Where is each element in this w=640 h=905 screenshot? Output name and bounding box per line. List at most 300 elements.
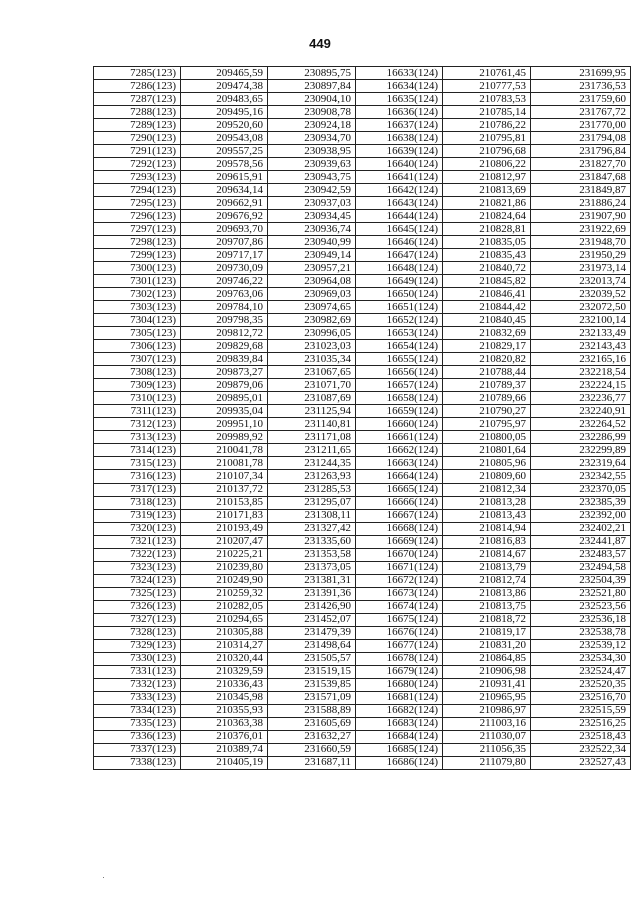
y-coord-2-cell: 232133,49 xyxy=(531,327,631,340)
point-id-1-cell: 7325(123) xyxy=(94,587,181,600)
table-row xyxy=(94,223,631,236)
point-id-2-cell: 16634(124) xyxy=(356,80,443,93)
x-coord-2-cell: 210796,68 xyxy=(443,145,531,158)
point-id-1-cell: 7324(123) xyxy=(94,574,181,587)
table-row xyxy=(94,652,631,665)
point-id-1-cell: 7300(123) xyxy=(94,262,181,275)
table-row xyxy=(94,392,631,405)
table-row xyxy=(94,535,631,548)
y-coord-1-cell: 231140,81 xyxy=(268,418,356,431)
y-coord-1-cell: 230949,14 xyxy=(268,249,356,262)
y-coord-1-cell: 231687,11 xyxy=(268,756,356,769)
point-id-2-cell: 16663(124) xyxy=(356,457,443,470)
point-id-2-cell: 16685(124) xyxy=(356,743,443,756)
y-coord-2-cell: 231948,70 xyxy=(531,236,631,249)
x-coord-2-cell: 210821,86 xyxy=(443,197,531,210)
x-coord-2-cell: 210845,82 xyxy=(443,275,531,288)
x-coord-1-cell: 209798,35 xyxy=(181,314,268,327)
x-coord-2-cell: 210816,83 xyxy=(443,535,531,548)
point-id-1-cell: 7327(123) xyxy=(94,613,181,626)
y-coord-1-cell: 231381,31 xyxy=(268,574,356,587)
point-id-1-cell: 7308(123) xyxy=(94,366,181,379)
x-coord-2-cell: 210777,53 xyxy=(443,80,531,93)
x-coord-1-cell: 210137,72 xyxy=(181,483,268,496)
point-id-1-cell: 7295(123) xyxy=(94,197,181,210)
y-coord-2-cell: 231796,84 xyxy=(531,145,631,158)
table-row xyxy=(94,275,631,288)
table-row xyxy=(94,379,631,392)
y-coord-1-cell: 231571,09 xyxy=(268,691,356,704)
y-coord-1-cell: 231605,69 xyxy=(268,717,356,730)
point-id-1-cell: 7338(123) xyxy=(94,756,181,769)
x-coord-2-cell: 210789,37 xyxy=(443,379,531,392)
y-coord-2-cell: 232539,12 xyxy=(531,639,631,652)
y-coord-2-cell: 232522,34 xyxy=(531,743,631,756)
y-coord-2-cell: 232534,30 xyxy=(531,652,631,665)
y-coord-1-cell: 230924,18 xyxy=(268,119,356,132)
x-coord-2-cell: 210818,72 xyxy=(443,613,531,626)
y-coord-2-cell: 232515,59 xyxy=(531,704,631,717)
y-coord-2-cell: 232039,52 xyxy=(531,288,631,301)
x-coord-1-cell: 209634,14 xyxy=(181,184,268,197)
x-coord-2-cell: 210789,66 xyxy=(443,392,531,405)
x-coord-2-cell: 210835,43 xyxy=(443,249,531,262)
point-id-1-cell: 7331(123) xyxy=(94,665,181,678)
x-coord-1-cell: 210405,19 xyxy=(181,756,268,769)
table-row xyxy=(94,470,631,483)
y-coord-2-cell: 232299,89 xyxy=(531,444,631,457)
point-id-2-cell: 16654(124) xyxy=(356,340,443,353)
y-coord-1-cell: 230957,21 xyxy=(268,262,356,275)
y-coord-1-cell: 230943,75 xyxy=(268,171,356,184)
y-coord-2-cell: 232402,21 xyxy=(531,522,631,535)
x-coord-1-cell: 210225,21 xyxy=(181,548,268,561)
table-row xyxy=(94,574,631,587)
table-row xyxy=(94,301,631,314)
point-id-2-cell: 16684(124) xyxy=(356,730,443,743)
y-coord-2-cell: 231767,72 xyxy=(531,106,631,119)
y-coord-1-cell: 231632,27 xyxy=(268,730,356,743)
point-id-1-cell: 7314(123) xyxy=(94,444,181,457)
coordinates-table-body xyxy=(94,67,631,770)
y-coord-1-cell: 231426,90 xyxy=(268,600,356,613)
y-coord-1-cell: 231391,36 xyxy=(268,587,356,600)
point-id-2-cell: 16686(124) xyxy=(356,756,443,769)
point-id-2-cell: 16652(124) xyxy=(356,314,443,327)
x-coord-1-cell: 210355,93 xyxy=(181,704,268,717)
table-row xyxy=(94,158,631,171)
y-coord-2-cell: 232319,64 xyxy=(531,457,631,470)
x-coord-1-cell: 210081,78 xyxy=(181,457,268,470)
table-row xyxy=(94,210,631,223)
x-coord-1-cell: 210314,27 xyxy=(181,639,268,652)
table-row xyxy=(94,197,631,210)
y-coord-2-cell: 232236,77 xyxy=(531,392,631,405)
y-coord-2-cell: 232494,58 xyxy=(531,561,631,574)
x-coord-2-cell: 210844,42 xyxy=(443,301,531,314)
x-coord-1-cell: 209578,56 xyxy=(181,158,268,171)
point-id-2-cell: 16639(124) xyxy=(356,145,443,158)
table-row xyxy=(94,132,631,145)
y-coord-2-cell: 232516,25 xyxy=(531,717,631,730)
point-id-2-cell: 16670(124) xyxy=(356,548,443,561)
point-id-2-cell: 16653(124) xyxy=(356,327,443,340)
x-coord-1-cell: 210294,65 xyxy=(181,613,268,626)
y-coord-1-cell: 231211,65 xyxy=(268,444,356,457)
point-id-2-cell: 16642(124) xyxy=(356,184,443,197)
table-row xyxy=(94,665,631,678)
point-id-2-cell: 16677(124) xyxy=(356,639,443,652)
y-coord-2-cell: 231759,60 xyxy=(531,93,631,106)
point-id-1-cell: 7316(123) xyxy=(94,470,181,483)
x-coord-2-cell: 210790,27 xyxy=(443,405,531,418)
x-coord-1-cell: 210259,32 xyxy=(181,587,268,600)
point-id-1-cell: 7297(123) xyxy=(94,223,181,236)
y-coord-2-cell: 232441,87 xyxy=(531,535,631,548)
y-coord-2-cell: 232518,43 xyxy=(531,730,631,743)
table-row xyxy=(94,743,631,756)
y-coord-1-cell: 230969,03 xyxy=(268,288,356,301)
point-id-2-cell: 16669(124) xyxy=(356,535,443,548)
table-row xyxy=(94,613,631,626)
table-row xyxy=(94,457,631,470)
x-coord-2-cell: 210788,44 xyxy=(443,366,531,379)
point-id-1-cell: 7289(123) xyxy=(94,119,181,132)
point-id-2-cell: 16648(124) xyxy=(356,262,443,275)
table-row xyxy=(94,171,631,184)
x-coord-1-cell: 210329,59 xyxy=(181,665,268,678)
x-coord-2-cell: 210805,96 xyxy=(443,457,531,470)
y-coord-1-cell: 230964,08 xyxy=(268,275,356,288)
x-coord-1-cell: 210193,49 xyxy=(181,522,268,535)
point-id-1-cell: 7323(123) xyxy=(94,561,181,574)
y-coord-1-cell: 230904,10 xyxy=(268,93,356,106)
y-coord-2-cell: 232516,70 xyxy=(531,691,631,704)
x-coord-2-cell: 210840,72 xyxy=(443,262,531,275)
y-coord-1-cell: 231335,60 xyxy=(268,535,356,548)
y-coord-2-cell: 231847,68 xyxy=(531,171,631,184)
x-coord-2-cell: 210813,75 xyxy=(443,600,531,613)
x-coord-2-cell: 211030,07 xyxy=(443,730,531,743)
y-coord-2-cell: 232370,05 xyxy=(531,483,631,496)
table-row xyxy=(94,353,631,366)
x-coord-2-cell: 211003,16 xyxy=(443,717,531,730)
y-coord-2-cell: 232520,35 xyxy=(531,678,631,691)
point-id-2-cell: 16664(124) xyxy=(356,470,443,483)
point-id-1-cell: 7321(123) xyxy=(94,535,181,548)
x-coord-2-cell: 210864,85 xyxy=(443,652,531,665)
point-id-2-cell: 16679(124) xyxy=(356,665,443,678)
x-coord-1-cell: 209763,06 xyxy=(181,288,268,301)
y-coord-2-cell: 231973,14 xyxy=(531,262,631,275)
table-row xyxy=(94,80,631,93)
point-id-2-cell: 16656(124) xyxy=(356,366,443,379)
y-coord-2-cell: 232013,74 xyxy=(531,275,631,288)
point-id-2-cell: 16638(124) xyxy=(356,132,443,145)
point-id-2-cell: 16660(124) xyxy=(356,418,443,431)
y-coord-1-cell: 231295,07 xyxy=(268,496,356,509)
table-row xyxy=(94,119,631,132)
table-row xyxy=(94,340,631,353)
y-coord-1-cell: 230895,75 xyxy=(268,67,356,80)
table-row xyxy=(94,288,631,301)
y-coord-1-cell: 231479,39 xyxy=(268,626,356,639)
point-id-2-cell: 16649(124) xyxy=(356,275,443,288)
point-id-1-cell: 7322(123) xyxy=(94,548,181,561)
table-row xyxy=(94,717,631,730)
y-coord-2-cell: 231770,00 xyxy=(531,119,631,132)
point-id-2-cell: 16661(124) xyxy=(356,431,443,444)
x-coord-1-cell: 209951,10 xyxy=(181,418,268,431)
x-coord-1-cell: 209693,70 xyxy=(181,223,268,236)
y-coord-2-cell: 232143,43 xyxy=(531,340,631,353)
point-id-1-cell: 7303(123) xyxy=(94,301,181,314)
y-coord-2-cell: 232392,00 xyxy=(531,509,631,522)
x-coord-1-cell: 209717,17 xyxy=(181,249,268,262)
x-coord-2-cell: 210800,05 xyxy=(443,431,531,444)
x-coord-1-cell: 209873,27 xyxy=(181,366,268,379)
y-coord-2-cell: 232521,80 xyxy=(531,587,631,600)
y-coord-1-cell: 230897,84 xyxy=(268,80,356,93)
y-coord-1-cell: 230996,05 xyxy=(268,327,356,340)
y-coord-1-cell: 231519,15 xyxy=(268,665,356,678)
x-coord-2-cell: 210785,14 xyxy=(443,106,531,119)
point-id-2-cell: 16682(124) xyxy=(356,704,443,717)
y-coord-2-cell: 232286,99 xyxy=(531,431,631,444)
x-coord-2-cell: 210829,17 xyxy=(443,340,531,353)
x-coord-2-cell: 210824,64 xyxy=(443,210,531,223)
point-id-1-cell: 7296(123) xyxy=(94,210,181,223)
x-coord-2-cell: 210813,43 xyxy=(443,509,531,522)
y-coord-1-cell: 231087,69 xyxy=(268,392,356,405)
x-coord-1-cell: 210376,01 xyxy=(181,730,268,743)
point-id-1-cell: 7287(123) xyxy=(94,93,181,106)
point-id-2-cell: 16671(124) xyxy=(356,561,443,574)
y-coord-1-cell: 231539,85 xyxy=(268,678,356,691)
table-row xyxy=(94,522,631,535)
y-coord-1-cell: 230942,59 xyxy=(268,184,356,197)
x-coord-2-cell: 210812,74 xyxy=(443,574,531,587)
point-id-2-cell: 16643(124) xyxy=(356,197,443,210)
point-id-2-cell: 16665(124) xyxy=(356,483,443,496)
y-coord-2-cell: 231736,53 xyxy=(531,80,631,93)
point-id-2-cell: 16659(124) xyxy=(356,405,443,418)
x-coord-1-cell: 209557,25 xyxy=(181,145,268,158)
point-id-1-cell: 7286(123) xyxy=(94,80,181,93)
point-id-1-cell: 7337(123) xyxy=(94,743,181,756)
x-coord-1-cell: 210320,44 xyxy=(181,652,268,665)
y-coord-2-cell: 232385,39 xyxy=(531,496,631,509)
y-coord-1-cell: 230939,63 xyxy=(268,158,356,171)
x-coord-2-cell: 210814,67 xyxy=(443,548,531,561)
point-id-1-cell: 7299(123) xyxy=(94,249,181,262)
y-coord-1-cell: 231498,64 xyxy=(268,639,356,652)
point-id-2-cell: 16678(124) xyxy=(356,652,443,665)
point-id-1-cell: 7309(123) xyxy=(94,379,181,392)
y-coord-2-cell: 232538,78 xyxy=(531,626,631,639)
y-coord-1-cell: 230937,03 xyxy=(268,197,356,210)
table-row xyxy=(94,600,631,613)
point-id-1-cell: 7292(123) xyxy=(94,158,181,171)
x-coord-2-cell: 210986,97 xyxy=(443,704,531,717)
x-coord-2-cell: 210813,28 xyxy=(443,496,531,509)
x-coord-1-cell: 209812,72 xyxy=(181,327,268,340)
point-id-1-cell: 7285(123) xyxy=(94,67,181,80)
point-id-2-cell: 16674(124) xyxy=(356,600,443,613)
page-number: 449 xyxy=(309,36,331,51)
x-coord-1-cell: 210345,98 xyxy=(181,691,268,704)
point-id-2-cell: 16668(124) xyxy=(356,522,443,535)
y-coord-1-cell: 231660,59 xyxy=(268,743,356,756)
x-coord-1-cell: 209495,16 xyxy=(181,106,268,119)
x-coord-2-cell: 210783,53 xyxy=(443,93,531,106)
x-coord-1-cell: 209746,22 xyxy=(181,275,268,288)
x-coord-2-cell: 210813,86 xyxy=(443,587,531,600)
y-coord-1-cell: 230936,74 xyxy=(268,223,356,236)
y-coord-1-cell: 230982,69 xyxy=(268,314,356,327)
x-coord-1-cell: 210389,74 xyxy=(181,743,268,756)
y-coord-2-cell: 232072,50 xyxy=(531,301,631,314)
x-coord-1-cell: 209935,04 xyxy=(181,405,268,418)
x-coord-2-cell: 210761,45 xyxy=(443,67,531,80)
x-coord-2-cell: 210786,22 xyxy=(443,119,531,132)
coordinates-table xyxy=(93,66,631,770)
y-coord-2-cell: 232527,43 xyxy=(531,756,631,769)
table-row xyxy=(94,444,631,457)
y-coord-2-cell: 231827,70 xyxy=(531,158,631,171)
point-id-1-cell: 7293(123) xyxy=(94,171,181,184)
x-coord-1-cell: 209784,10 xyxy=(181,301,268,314)
x-coord-2-cell: 210812,34 xyxy=(443,483,531,496)
table-row xyxy=(94,106,631,119)
point-id-1-cell: 7328(123) xyxy=(94,626,181,639)
table-row xyxy=(94,249,631,262)
point-id-1-cell: 7305(123) xyxy=(94,327,181,340)
y-coord-2-cell: 232504,39 xyxy=(531,574,631,587)
point-id-2-cell: 16657(124) xyxy=(356,379,443,392)
table-row xyxy=(94,626,631,639)
x-coord-1-cell: 210305,88 xyxy=(181,626,268,639)
y-coord-1-cell: 231353,58 xyxy=(268,548,356,561)
point-id-1-cell: 7313(123) xyxy=(94,431,181,444)
x-coord-1-cell: 209474,38 xyxy=(181,80,268,93)
point-id-1-cell: 7290(123) xyxy=(94,132,181,145)
point-id-1-cell: 7334(123) xyxy=(94,704,181,717)
y-coord-2-cell: 232224,15 xyxy=(531,379,631,392)
table-row xyxy=(94,483,631,496)
x-coord-2-cell: 210965,95 xyxy=(443,691,531,704)
x-coord-1-cell: 209520,60 xyxy=(181,119,268,132)
point-id-1-cell: 7315(123) xyxy=(94,457,181,470)
y-coord-1-cell: 231171,08 xyxy=(268,431,356,444)
point-id-1-cell: 7335(123) xyxy=(94,717,181,730)
point-id-1-cell: 7326(123) xyxy=(94,600,181,613)
x-coord-2-cell: 210809,60 xyxy=(443,470,531,483)
y-coord-1-cell: 231588,89 xyxy=(268,704,356,717)
point-id-1-cell: 7312(123) xyxy=(94,418,181,431)
y-coord-1-cell: 231327,42 xyxy=(268,522,356,535)
table-row xyxy=(94,418,631,431)
point-id-1-cell: 7333(123) xyxy=(94,691,181,704)
y-coord-2-cell: 232524,47 xyxy=(531,665,631,678)
x-coord-1-cell: 210363,38 xyxy=(181,717,268,730)
table-row xyxy=(94,639,631,652)
point-id-1-cell: 7336(123) xyxy=(94,730,181,743)
y-coord-1-cell: 230938,95 xyxy=(268,145,356,158)
x-coord-2-cell: 210812,97 xyxy=(443,171,531,184)
point-id-1-cell: 7306(123) xyxy=(94,340,181,353)
point-id-2-cell: 16681(124) xyxy=(356,691,443,704)
table-row xyxy=(94,366,631,379)
point-id-2-cell: 16636(124) xyxy=(356,106,443,119)
point-id-2-cell: 16672(124) xyxy=(356,574,443,587)
point-id-2-cell: 16650(124) xyxy=(356,288,443,301)
point-id-1-cell: 7329(123) xyxy=(94,639,181,652)
point-id-2-cell: 16640(124) xyxy=(356,158,443,171)
table-row xyxy=(94,93,631,106)
point-id-2-cell: 16658(124) xyxy=(356,392,443,405)
point-id-1-cell: 7301(123) xyxy=(94,275,181,288)
y-coord-2-cell: 232536,18 xyxy=(531,613,631,626)
x-coord-1-cell: 209989,92 xyxy=(181,431,268,444)
x-coord-2-cell: 210831,20 xyxy=(443,639,531,652)
y-coord-1-cell: 231308,11 xyxy=(268,509,356,522)
y-coord-1-cell: 231023,03 xyxy=(268,340,356,353)
table-row xyxy=(94,431,631,444)
point-id-2-cell: 16646(124) xyxy=(356,236,443,249)
y-coord-2-cell: 231699,95 xyxy=(531,67,631,80)
table-row xyxy=(94,587,631,600)
x-coord-1-cell: 209839,84 xyxy=(181,353,268,366)
y-coord-1-cell: 231373,05 xyxy=(268,561,356,574)
x-coord-1-cell: 210153,85 xyxy=(181,496,268,509)
y-coord-2-cell: 232523,56 xyxy=(531,600,631,613)
y-coord-1-cell: 231285,53 xyxy=(268,483,356,496)
x-coord-1-cell: 210107,34 xyxy=(181,470,268,483)
point-id-2-cell: 16635(124) xyxy=(356,93,443,106)
x-coord-2-cell: 210931,41 xyxy=(443,678,531,691)
point-id-2-cell: 16676(124) xyxy=(356,626,443,639)
x-coord-2-cell: 210801,64 xyxy=(443,444,531,457)
point-id-1-cell: 7318(123) xyxy=(94,496,181,509)
table-row xyxy=(94,561,631,574)
y-coord-1-cell: 231035,34 xyxy=(268,353,356,366)
x-coord-2-cell: 210846,41 xyxy=(443,288,531,301)
y-coord-2-cell: 232218,54 xyxy=(531,366,631,379)
table-row xyxy=(94,678,631,691)
x-coord-2-cell: 210832,69 xyxy=(443,327,531,340)
table-row xyxy=(94,184,631,197)
y-coord-1-cell: 231125,94 xyxy=(268,405,356,418)
y-coord-1-cell: 231071,70 xyxy=(268,379,356,392)
speck xyxy=(103,877,104,878)
y-coord-2-cell: 231950,29 xyxy=(531,249,631,262)
x-coord-1-cell: 209615,91 xyxy=(181,171,268,184)
point-id-2-cell: 16666(124) xyxy=(356,496,443,509)
x-coord-2-cell: 211056,35 xyxy=(443,743,531,756)
x-coord-1-cell: 210171,83 xyxy=(181,509,268,522)
x-coord-2-cell: 210806,22 xyxy=(443,158,531,171)
x-coord-1-cell: 209730,09 xyxy=(181,262,268,275)
point-id-2-cell: 16651(124) xyxy=(356,301,443,314)
y-coord-2-cell: 232342,55 xyxy=(531,470,631,483)
table-row xyxy=(94,314,631,327)
x-coord-2-cell: 210819,17 xyxy=(443,626,531,639)
table-row xyxy=(94,548,631,561)
x-coord-1-cell: 209707,86 xyxy=(181,236,268,249)
x-coord-2-cell: 210814,94 xyxy=(443,522,531,535)
y-coord-2-cell: 231794,08 xyxy=(531,132,631,145)
